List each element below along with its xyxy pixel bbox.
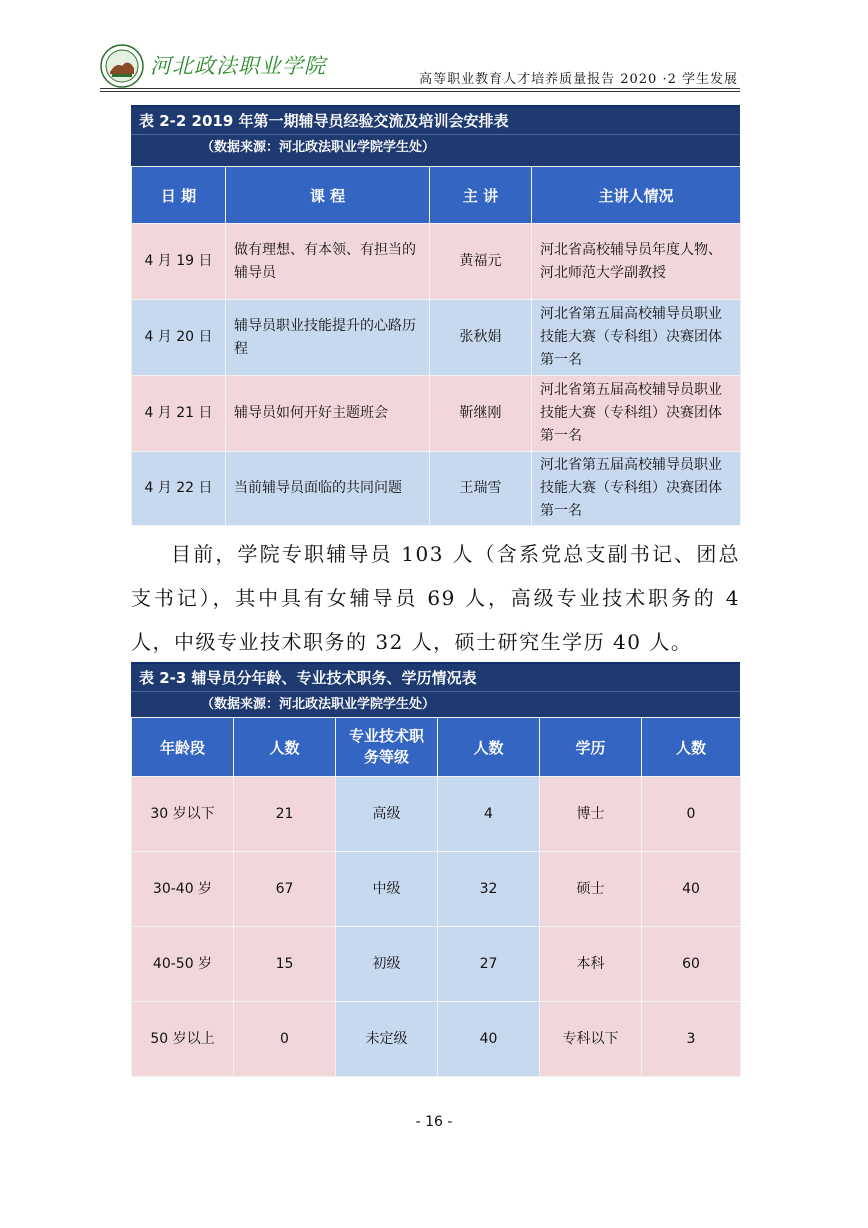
cell-education-count: 3 xyxy=(642,1002,741,1077)
table-row xyxy=(132,927,741,1002)
cell-age: 30-40 岁 xyxy=(132,852,234,927)
header-count: 人数 xyxy=(234,718,336,777)
cell-education-count: 60 xyxy=(642,927,741,1002)
table-title: 表 2-2 2019 年第一期辅导员经验交流及培训会安排表 xyxy=(131,105,740,134)
header-speaker-info: 主讲人情况 xyxy=(532,167,741,224)
table-grid xyxy=(131,717,741,1077)
cell-age-count: 21 xyxy=(234,777,336,852)
page-header xyxy=(100,40,740,88)
cell-speaker-info: 河北省第五届高校辅导员职业技能大赛（专科组）决赛团体第一名 xyxy=(532,452,741,526)
cell-speaker: 黄福元 xyxy=(430,224,532,300)
body-paragraph xyxy=(131,532,740,664)
cell-education: 博士 xyxy=(540,777,642,852)
cell-rank: 中级 xyxy=(336,852,438,927)
cell-speaker: 王瑞雪 xyxy=(430,452,532,526)
cell-education-count: 40 xyxy=(642,852,741,927)
cell-age-count: 67 xyxy=(234,852,336,927)
table-row xyxy=(132,1002,741,1077)
table-counselor-stats xyxy=(131,662,740,1077)
cell-rank-count: 40 xyxy=(438,1002,540,1077)
cell-age-count: 0 xyxy=(234,1002,336,1077)
cell-date: 4 月 21 日 xyxy=(132,376,226,452)
cell-age: 50 岁以上 xyxy=(132,1002,234,1077)
table-row xyxy=(132,300,741,376)
report-title: 高等职业教育人才培养质量报告 2020 ·2 学生发展 xyxy=(419,72,738,87)
school-name: 河北政法职业学院 xyxy=(150,54,326,78)
cell-rank-count: 4 xyxy=(438,777,540,852)
header-count: 人数 xyxy=(438,718,540,777)
header-course: 课 程 xyxy=(226,167,430,224)
table-source: （数据来源：河北政法职业学院学生处） xyxy=(131,691,740,717)
cell-course: 辅导员职业技能提升的心路历程 xyxy=(226,300,430,376)
header-divider-thin xyxy=(100,91,740,92)
table-row xyxy=(132,452,741,526)
table-row xyxy=(132,852,741,927)
header-rank xyxy=(336,718,438,777)
cell-education-count: 0 xyxy=(642,777,741,852)
cell-speaker-info: 河北省第五届高校辅导员职业技能大赛（专科组）决赛团体第一名 xyxy=(532,300,741,376)
cell-rank: 未定级 xyxy=(336,1002,438,1077)
header-education: 学历 xyxy=(540,718,642,777)
cell-age: 40-50 岁 xyxy=(132,927,234,1002)
table-title: 表 2-3 辅导员分年龄、专业技术职务、学历情况表 xyxy=(131,662,740,691)
cell-education: 专科以下 xyxy=(540,1002,642,1077)
header-divider xyxy=(100,88,740,89)
table-header-row xyxy=(132,167,741,224)
header-speaker: 主 讲 xyxy=(430,167,532,224)
table-row xyxy=(132,224,741,300)
cell-speaker-info: 河北省第五届高校辅导员职业技能大赛（专科组）决赛团体第一名 xyxy=(532,376,741,452)
page-number: - 16 - xyxy=(415,1114,453,1130)
cell-date: 4 月 20 日 xyxy=(132,300,226,376)
cell-education: 硕士 xyxy=(540,852,642,927)
header-count: 人数 xyxy=(642,718,741,777)
school-logo-icon xyxy=(100,44,144,88)
cell-speaker: 靳继刚 xyxy=(430,376,532,452)
cell-speaker-info: 河北省高校辅导员年度人物、河北师范大学副教授 xyxy=(532,224,741,300)
cell-date: 4 月 19 日 xyxy=(132,224,226,300)
table-counselor-training xyxy=(131,105,740,526)
table-row xyxy=(132,777,741,852)
cell-rank: 高级 xyxy=(336,777,438,852)
table-row xyxy=(132,376,741,452)
cell-education: 本科 xyxy=(540,927,642,1002)
header-age: 年龄段 xyxy=(132,718,234,777)
cell-age-count: 15 xyxy=(234,927,336,1002)
cell-date: 4 月 22 日 xyxy=(132,452,226,526)
table-source: （数据来源：河北政法职业学院学生处） xyxy=(131,134,740,160)
table-header-row xyxy=(132,718,741,777)
cell-course: 辅导员如何开好主题班会 xyxy=(226,376,430,452)
cell-rank-count: 27 xyxy=(438,927,540,1002)
cell-rank: 初级 xyxy=(336,927,438,1002)
cell-course: 当前辅导员面临的共同问题 xyxy=(226,452,430,526)
table-grid xyxy=(131,166,741,526)
paragraph-text: 目前，学院专职辅导员 103 人（含系党总支副书记、团总支书记），其中具有女辅导员 69 人，高级专业技术职务的 4 人，中级专业技术职务的 32 人，硕士研究生学历 40 人。 xyxy=(131,542,740,654)
header-rank-label: 专业技术职务等级 xyxy=(349,727,425,766)
cell-rank-count: 32 xyxy=(438,852,540,927)
cell-speaker: 张秋娟 xyxy=(430,300,532,376)
cell-course: 做有理想、有本领、有担当的辅导员 xyxy=(226,224,430,300)
cell-age: 30 岁以下 xyxy=(132,777,234,852)
header-date: 日 期 xyxy=(132,167,226,224)
